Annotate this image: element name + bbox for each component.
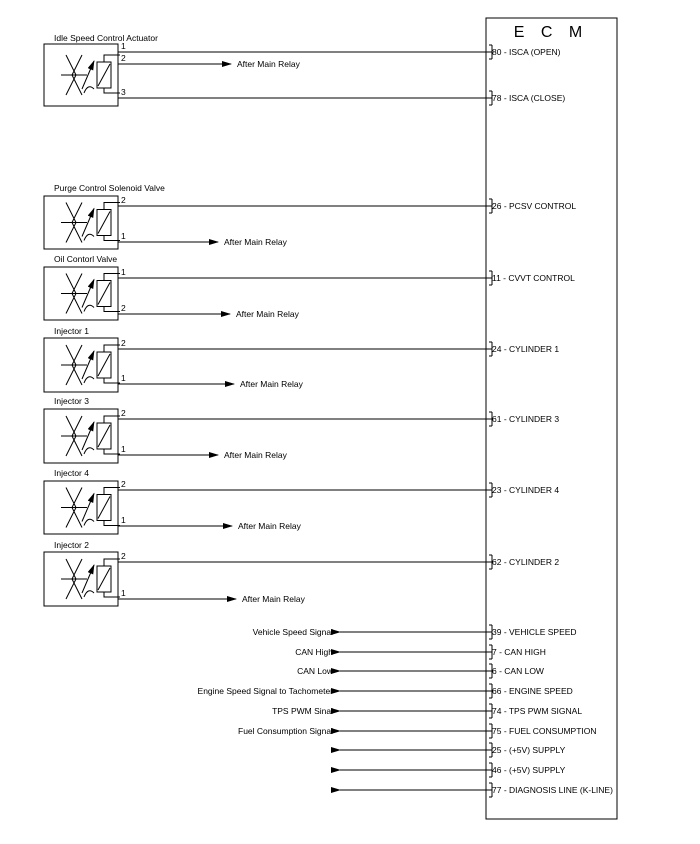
- solenoid-valve-icon: [61, 416, 120, 456]
- pin-1: [118, 41, 561, 59]
- ecm-pin-label: 6 - CAN LOW: [492, 666, 544, 676]
- solenoid-valve-icon: [61, 488, 120, 528]
- relay-note: After Main Relay: [242, 594, 305, 604]
- pin-1: [118, 515, 302, 531]
- output-signal-1: [253, 625, 577, 639]
- relay-note: After Main Relay: [237, 59, 300, 69]
- pin-1: [118, 267, 575, 285]
- pin-number: 1: [121, 444, 126, 454]
- component-4: [44, 326, 559, 392]
- ecm-pin-label: 46 - (+5V) SUPPLY: [492, 765, 566, 775]
- pin-number: 2: [121, 551, 126, 561]
- pin-number: 2: [121, 303, 126, 313]
- signal-label: CAN Low: [297, 666, 333, 676]
- ecm-title: E C M: [513, 24, 589, 41]
- output-signal-6: [238, 724, 597, 738]
- signal-label: CAN High: [295, 647, 333, 657]
- pin-number: 2: [121, 53, 126, 63]
- component-7: [44, 540, 559, 606]
- pin-number: 2: [121, 338, 126, 348]
- ecm-pin-label: 77 - DIAGNOSIS LINE (K-LINE): [492, 785, 613, 795]
- pin-number: 1: [121, 515, 126, 525]
- pin-number: 1: [121, 267, 126, 277]
- pin-1: [118, 588, 306, 604]
- pin-number: 1: [121, 588, 126, 598]
- signal-label: Fuel Consumption Signal: [238, 726, 333, 736]
- relay-note: After Main Relay: [224, 450, 287, 460]
- pin-2: [118, 479, 559, 497]
- output-signal-5: [272, 704, 582, 718]
- pin-1: [118, 444, 288, 460]
- ecm-pin-label: 25 - (+5V) SUPPLY: [492, 745, 566, 755]
- pin-1: [118, 373, 304, 389]
- pin-number: 1: [121, 41, 126, 51]
- signal-label: Vehicle Speed Signal: [252, 627, 333, 637]
- pin-number: 2: [121, 408, 126, 418]
- pin-2: [118, 53, 301, 69]
- pin-number: 1: [121, 231, 126, 241]
- pin-number: 2: [121, 195, 126, 205]
- output-signal-2: [295, 645, 546, 659]
- pin-3: [118, 87, 565, 105]
- solenoid-valve-icon: [61, 274, 120, 314]
- output-signal-7: [340, 743, 566, 757]
- pin-2: [118, 408, 559, 426]
- component-title: Injector 2: [54, 540, 89, 550]
- solenoid-valve-icon: [61, 203, 120, 243]
- pin-number: 2: [121, 479, 126, 489]
- ecm-pin-label: 75 - FUEL CONSUMPTION: [492, 726, 597, 736]
- solenoid-valve-icon: [61, 559, 120, 599]
- pin-number: 3: [121, 87, 126, 97]
- ecm-pin-label: 74 - TPS PWM SIGNAL: [492, 706, 583, 716]
- signal-label: TPS PWM Sinal: [272, 706, 333, 716]
- component-title: Idle Speed Control Actuator: [54, 33, 158, 43]
- ecm-pin-label: 78 - ISCA (CLOSE): [492, 93, 566, 103]
- pin-number: 1: [121, 373, 126, 383]
- solenoid-valve-icon: [61, 345, 120, 385]
- pin-1: [118, 231, 288, 247]
- component-6: [44, 468, 559, 534]
- component-title: Injector 3: [54, 396, 89, 406]
- relay-note: After Main Relay: [240, 379, 303, 389]
- ecm-pin-label: 66 - ENGINE SPEED: [492, 686, 573, 696]
- component-3: [44, 254, 575, 320]
- component-title: Oil Contorl Valve: [54, 254, 118, 264]
- component-2: [44, 183, 576, 249]
- ecm-pin-label: 11 - CVVT CONTROL: [492, 273, 575, 283]
- component-5: [44, 396, 559, 463]
- ecm-pin-label: 39 - VEHICLE SPEED: [492, 627, 577, 637]
- pin-2: [118, 195, 576, 213]
- output-signal-4: [198, 684, 573, 698]
- ecm-pin-label: 61 - CYLINDER 3: [492, 414, 560, 424]
- ecm-pin-label: 23 - CYLINDER 4: [492, 485, 560, 495]
- pin-2: [118, 338, 559, 356]
- ecm-pin-label: 62 - CYLINDER 2: [492, 557, 560, 567]
- signal-label: Engine Speed Signal to Tachometer: [197, 686, 333, 696]
- solenoid-valve-icon: [61, 55, 120, 95]
- ecm-pin-label: 24 - CYLINDER 1: [492, 344, 560, 354]
- ecm-pin-label: 80 - ISCA (OPEN): [492, 47, 561, 57]
- output-signal-3: [297, 664, 544, 678]
- component-title: Purge Control Solenoid Valve: [54, 183, 165, 193]
- output-signal-8: [340, 763, 566, 777]
- ecm-pin-label: 7 - CAN HIGH: [492, 647, 546, 657]
- component-layer: [44, 33, 576, 606]
- ecm-pin-label: 26 - PCSV CONTROL: [492, 201, 577, 211]
- output-signal-9: [340, 783, 613, 797]
- component-title: Injector 1: [54, 326, 89, 336]
- relay-note: After Main Relay: [236, 309, 299, 319]
- pin-2: [118, 303, 300, 319]
- output-signal-layer: [198, 625, 614, 797]
- relay-note: After Main Relay: [238, 521, 301, 531]
- pin-2: [118, 551, 559, 569]
- relay-note: After Main Relay: [224, 237, 287, 247]
- component-1: [44, 33, 565, 106]
- component-title: Injector 4: [54, 468, 89, 478]
